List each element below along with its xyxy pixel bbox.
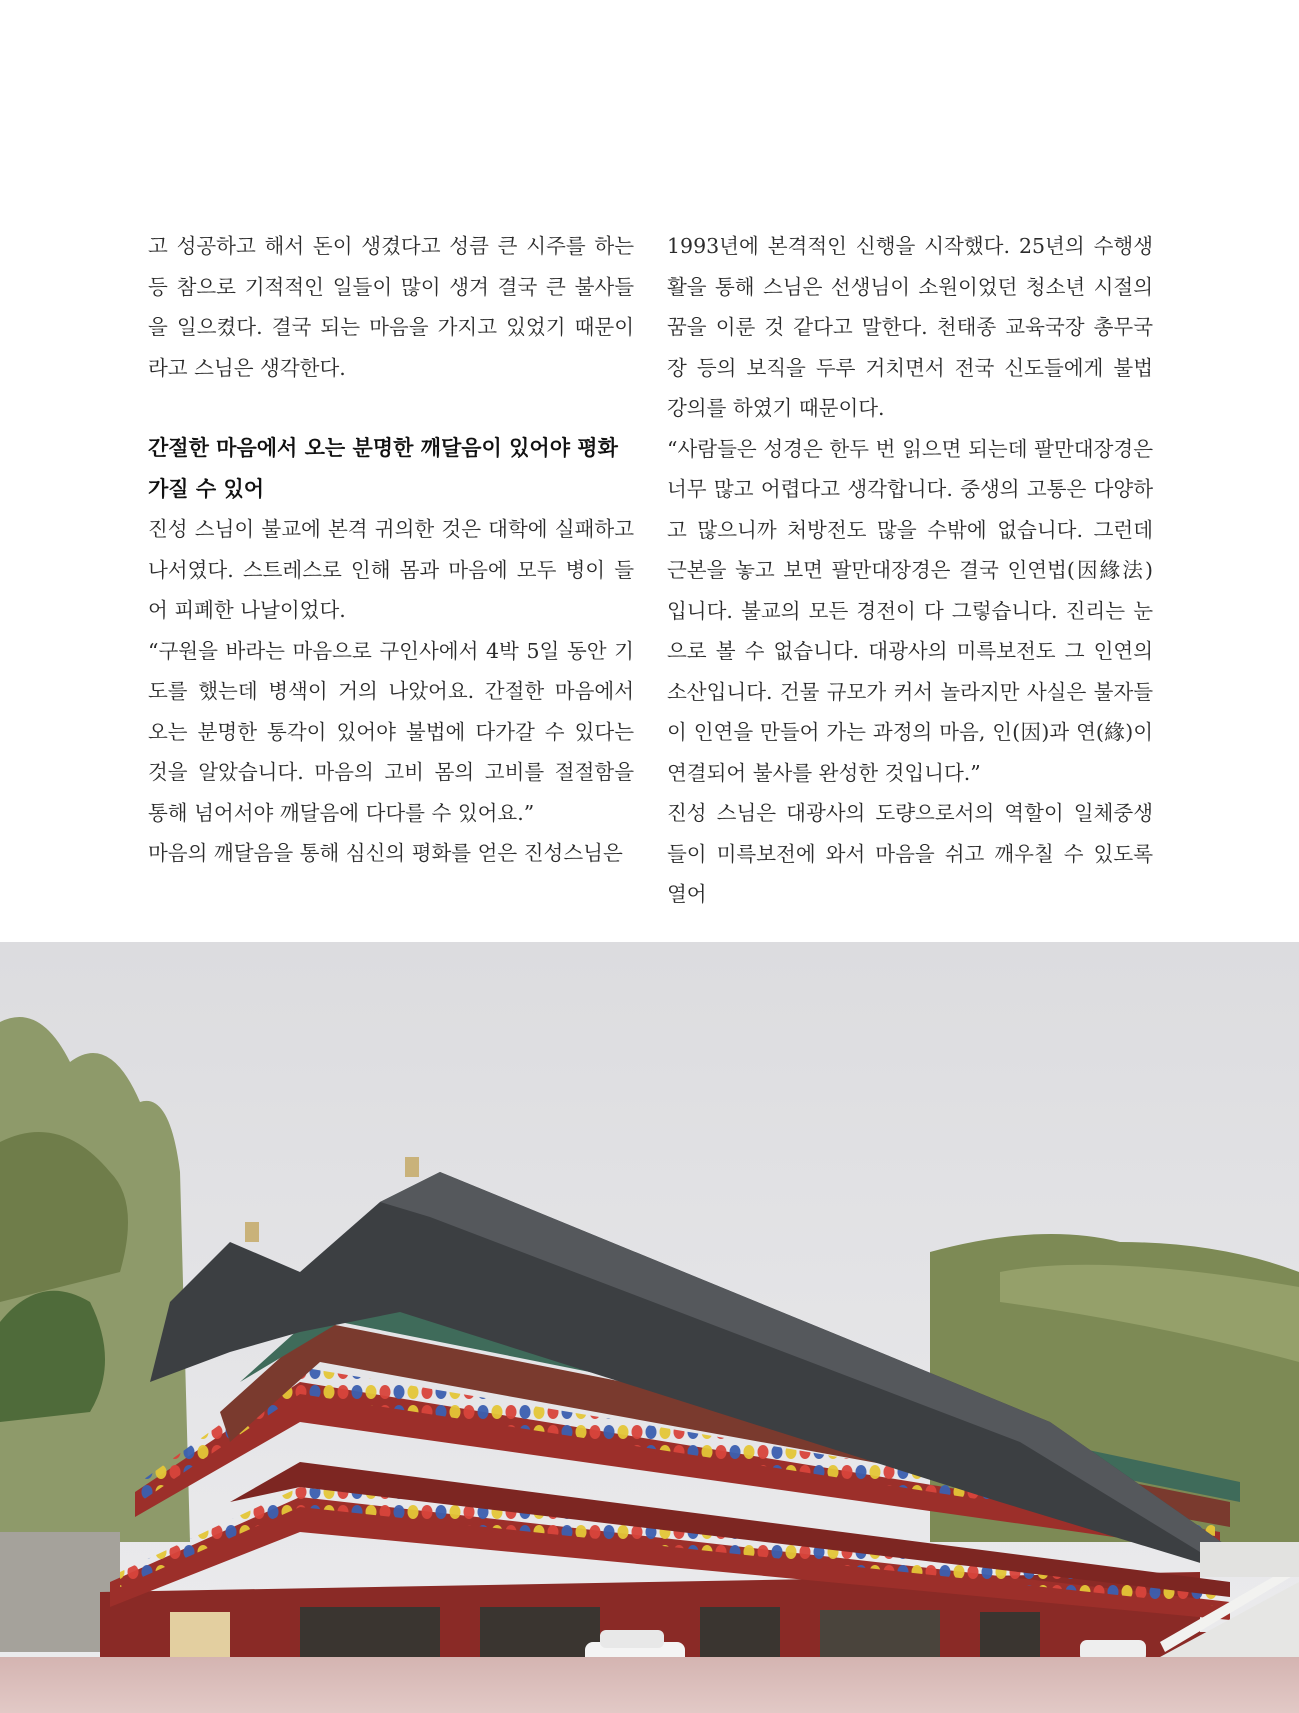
left-paragraph-1: 고 성공하고 해서 돈이 생겼다고 성큼 큰 시주를 하는 등 참으로 기적적인 일들이 많이 생겨 결국 큰 불사들을 일으켰다. 결국 되는 마음을 가지고 있었기 때문이라고 스님은 생각한다. xyxy=(148,234,634,380)
right-paragraph-1: 1993년에 본격적인 신행을 시작했다. 25년의 수행생활을 통해 스님은 선생님이 소원이었던 청소년 시절의 꿈을 이룬 것 같다고 말한다. 천태종 교육국장 총무국장 등의 보직을 두루 거치면서 전국 신도들에게 불법 강의를 하였기 때문이다. xyxy=(667,234,1153,420)
temple-photo xyxy=(0,942,1299,1713)
left-paragraph-4: 마음의 깨달음을 통해 심신의 평화를 얻은 진성스님은 xyxy=(148,841,623,865)
plaza xyxy=(0,1657,1299,1713)
right-paragraph-3: 진성 스님은 대광사의 도량으로서의 역할이 일체중생들이 미륵보전에 와서 마음을 쉬고 깨우칠 수 있도록 열어 xyxy=(667,801,1153,906)
temple-illustration xyxy=(0,942,1299,1713)
left-paragraph-3: “구원을 바라는 마음으로 구인사에서 4박 5일 동안 기도를 했는데 병색이 거의 나았어요. 간절한 마음에서 오는 분명한 통각이 있어야 불법에 다가갈 수 있다는 것을 알았습니다. 마음의 고비 몸의 고비를 절절함을 통해 넘어서야 깨달음에 다다를 수 있어요.” xyxy=(148,638,634,825)
left-column xyxy=(148,226,634,874)
right-column xyxy=(667,226,1153,915)
left-paragraph-2: 진성 스님이 불교에 본격 귀의한 것은 대학에 실패하고 나서였다. 스트레스로 인해 몸과 마음에 모두 병이 들어 피폐한 나날이었다. xyxy=(148,517,634,622)
section-heading: 간절한 마음에서 오는 분명한 깨달음이 있어야 평화가질 수 있어 xyxy=(148,436,618,501)
right-paragraph-2: “사람들은 성경은 한두 번 읽으면 되는데 팔만대장경은 너무 많고 어렵다고 생각합니다. 중생의 고통은 다양하고 많으니까 처방전도 많을 수밖에 없습니다. 그런데 근본을 놓고 보면 팔만대장경은 결국 인연법(因緣法)입니다. 불교의 모든 경전이 다 그렇습니다. 진리는 눈으로 볼 수 없습니다. 대광사의 미륵보전도 그 인연의 소산입니다. 건물 규모가 커서 놀라지만 사실은 불자들이 인연을 만들어 가는 과정의 마음, 인(因)과 연(緣)이 연결되어 불사를 완성한 것입니다.” xyxy=(667,436,1153,785)
